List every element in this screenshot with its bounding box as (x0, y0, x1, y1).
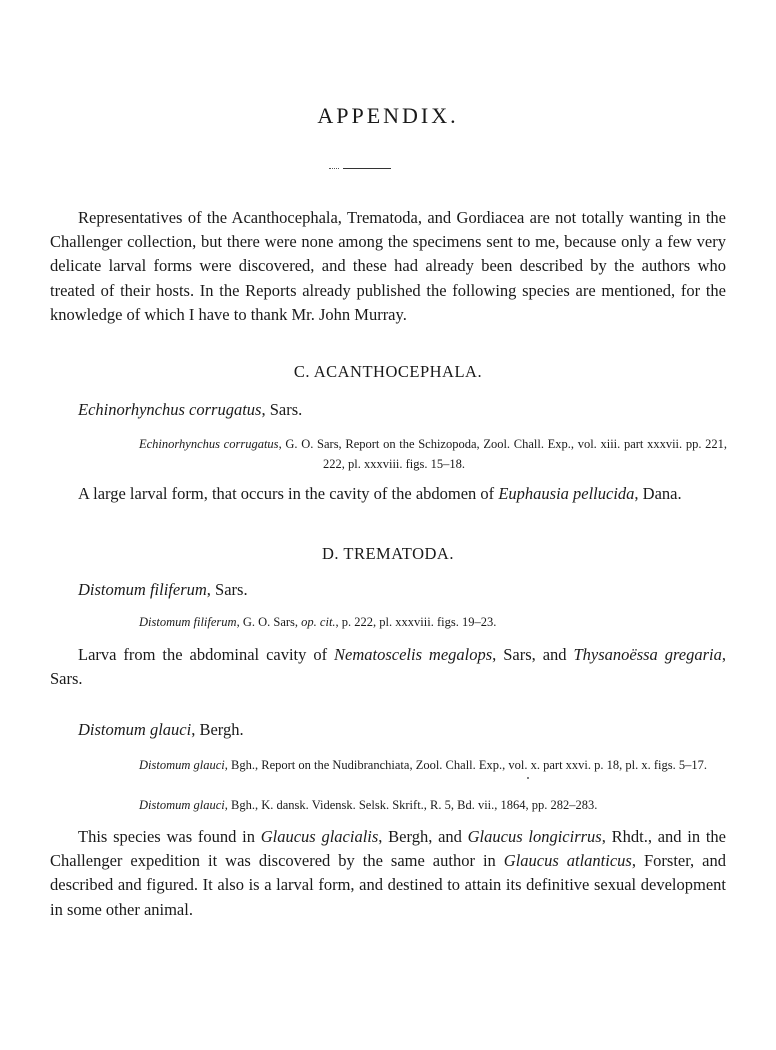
host-name: Thysanoëssa gregaria (573, 645, 722, 664)
reference-text: , G. O. Sars, (236, 615, 302, 629)
host-name: Glaucus atlanticus (503, 851, 632, 871)
description-text: Larva from the abdominal cavity of (78, 645, 334, 664)
host-name: Euphausia pellucida (498, 484, 635, 503)
reference-text: , Bgh., K. dansk. Vidensk. Selsk. Skrift., R. 5, Bd. vii., 1864, pp. 282–283. (224, 798, 598, 812)
description-text: This species was found in (78, 827, 261, 846)
reference-distomum-glauci-2 (139, 795, 727, 815)
host-name: Nematoscelis megalops (334, 645, 493, 664)
species-heading-distomum-glauci (78, 720, 244, 740)
reference-entry (139, 434, 727, 474)
section-heading-acanthocephala: C. ACANTHOCEPHALA. (293, 362, 483, 381)
species-author: , Sars. (206, 580, 248, 599)
description-text: , Dana. (634, 484, 682, 503)
description-echinorhynchus (50, 482, 726, 506)
description-text: , Forster, and described and figured. It also is a larval form, and destined to attain its definitive sexual development in some other animal. (50, 851, 726, 919)
host-name: Glaucus glacialis (260, 827, 379, 846)
reference-echinorhynchus (139, 434, 727, 474)
reference-text: , p. 222, pl. xxxviii. figs. 19–23. (335, 615, 497, 629)
description-text: , Sars, and (492, 645, 574, 664)
reference-species: Echinorhynchus corrugatus (139, 437, 279, 451)
stray-mark (527, 777, 529, 779)
reference-opcit: op. cit. (301, 615, 336, 629)
reference-distomum-glauci-1 (139, 755, 727, 775)
description-text: , Sars. (50, 645, 726, 689)
reference-species: Distomum filiferum (139, 615, 237, 629)
host-name: Glaucus longicirrus (467, 827, 602, 846)
section-heading-trematoda: D. TREMATODA. (322, 544, 454, 563)
page-title: APPENDIX. (317, 103, 459, 128)
species-name: Distomum glauci (78, 720, 192, 739)
species-author: , Sars. (261, 400, 303, 419)
reference-species: Distomum glauci (139, 758, 225, 772)
reference-text: , G. O. Sars, Report on the Schizopoda, Zool. Chall. Exp., vol. xiii. part xxxvii. pp. 221, 222, pl. xxxviii. figs. 15–18. (278, 437, 727, 471)
description-distomum-filiferum (50, 643, 726, 691)
species-heading-distomum-filiferum (78, 580, 248, 600)
reference-entry (139, 755, 727, 775)
description-text: , Bergh, and (378, 827, 468, 846)
species-name: Distomum filiferum (78, 580, 207, 599)
reference-text: , Bgh., Report on the Nudibranchiata, Zool. Chall. Exp., vol. x. part xxvi. p. 18, pl. x. figs. 5–17. (224, 758, 707, 772)
intro-paragraph: Representatives of the Acanthocephala, Trematoda, and Gordiacea are not totally wanting in the Challenger collection, but there were none among the specimens sent to me, because only a few very delicate larval forms were discovered, and these had already been described by the authors who treated of their hosts. In the Reports already published the following species are mentioned, for the knowledge of which I have to thank Mr. John Murray. (50, 208, 726, 324)
description-distomum-glauci (50, 825, 726, 922)
species-name: Echinorhynchus corrugatus (78, 400, 262, 419)
description-text: , Rhdt., and in the Challenger expedition it was discovered by the same author in (50, 827, 727, 871)
reference-distomum-filiferum (139, 612, 727, 632)
title-divider (343, 168, 391, 169)
description-text: A large larval form, that occurs in the cavity of the abdomen of (78, 484, 499, 503)
reference-species: Distomum glauci (139, 798, 225, 812)
species-heading-echinorhynchus (78, 400, 302, 420)
species-author: , Bergh. (191, 720, 244, 739)
